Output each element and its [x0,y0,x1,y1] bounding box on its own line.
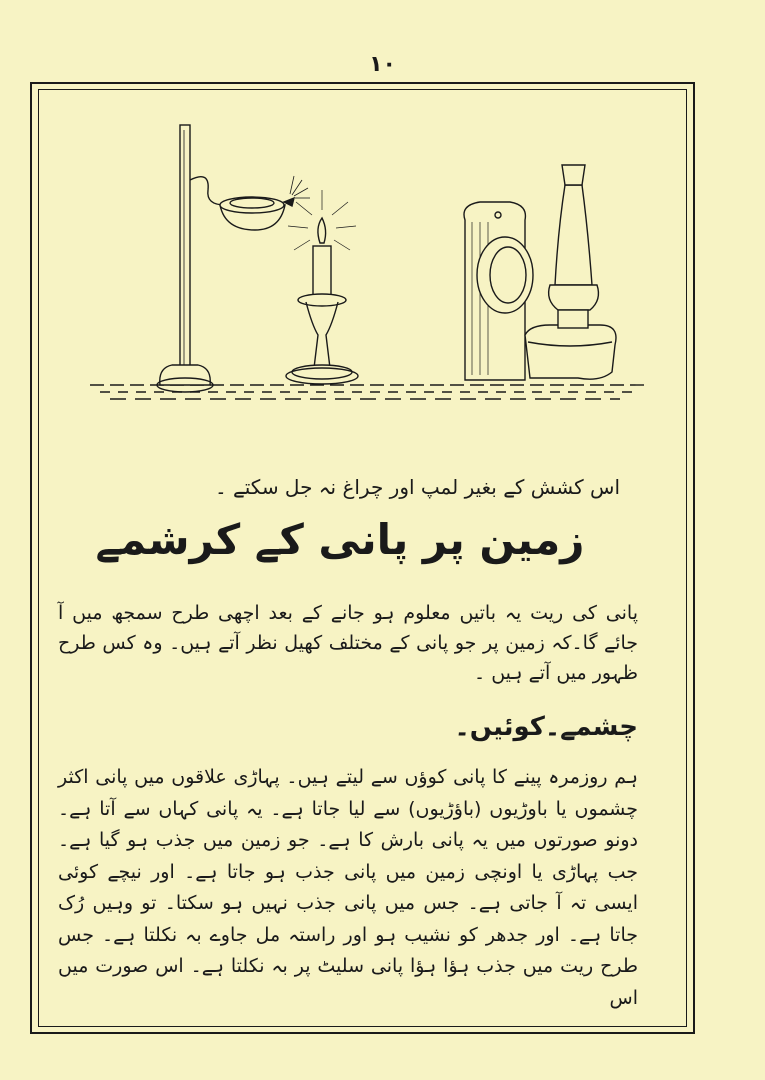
page-number: ۱۰ [369,52,396,77]
candle-icon [286,190,358,384]
illustration-caption: اس کشش کے بغیر لمپ اور چراغ نہ جل سکتے ۔ [214,475,620,499]
wall-lamp-icon [464,165,616,380]
intro-paragraph: پانی کی ریت یہ باتیں معلوم ہو جانے کے بعد اچھی طرح سمجھ میں آ جائے گا۔کہ زمین پر جو پانی کے مختلف کھیل نظر آتے ہیں۔ وہ کس طرح ظہور میں آتے ہیں ۔ [58,602,638,684]
lamp-stand-icon [157,125,310,392]
lamps-illustration [80,110,660,410]
subsection-heading: چشمے۔کوئیں۔ [454,712,638,742]
section-heading: زمین پر پانی کے کرشمے [95,515,585,564]
body-paragraph: ہم روزمرہ پینے کا پانی کوؤں سے لیتے ہیں۔ پہاڑی علاقوں میں پانی اکثر چشموں یا باوڑیوں (باؤڑیوں) سے لیا جاتا ہے۔ یہ پانی کہاں سے آتا ہے۔ دونو صورتوں میں یہ پانی بارش کا ہے۔ جو زمین میں جذب ہو گیا ہے۔ جب پہاڑی یا اونچی زمین میں پانی جذب ہو جاتا ہے۔ اور نیچے کوئی ایسی تہ آ جاتی ہے۔ جس میں پانی جذب نہیں ہو سکتا۔ تو وہیں رُک جاتا ہے۔ اور جدھر کو نشیب ہو اور راستہ مل جاوے بہ نکلتا ہے۔ جس طرح ریت میں جذب ہؤا ہؤا پانی سلیٹ پر بہ نکلتا ہے۔ اس صورت میں اس [58,766,638,1009]
